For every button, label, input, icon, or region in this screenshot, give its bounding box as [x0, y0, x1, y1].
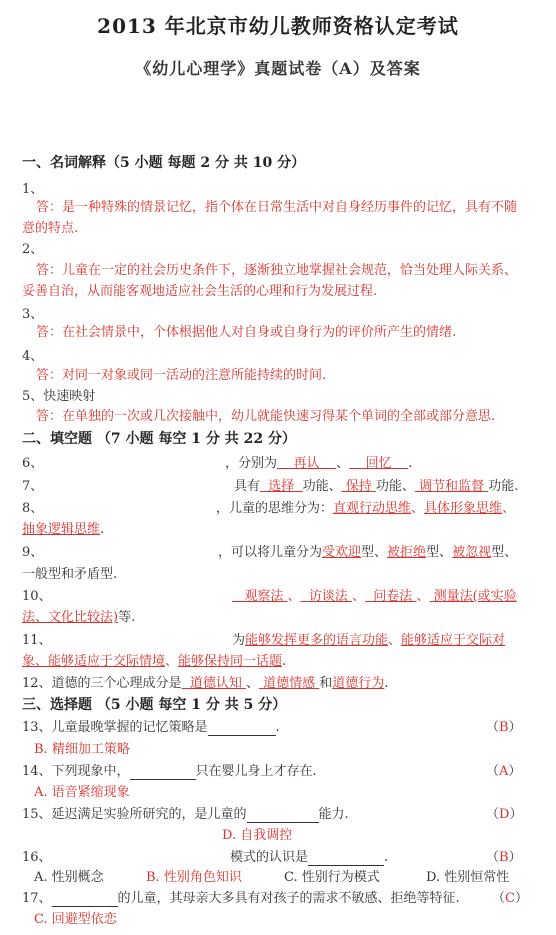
q10-line2: 法、文化比较法)等.	[22, 610, 136, 625]
q2-answer-line1: 答：儿童在一定的社会历史条件下，逐渐独立地掌握社会规范，恰当处理人际关系、	[36, 263, 518, 278]
q10-number: 10、	[22, 589, 52, 604]
q16-line: 模式的认识是 .	[230, 850, 389, 865]
q8-answer-1: 直观行动思维	[333, 501, 412, 516]
q15-answer: D. 自我调控	[222, 828, 293, 843]
q12-answer-1: 道德认知	[189, 676, 242, 691]
q1-answer-line1: 答：是一种特殊的情景记忆，指个体在日常生活中对自身经历事件的记忆，具有不随	[36, 200, 518, 215]
q16-key: （B）	[486, 850, 522, 865]
q1-answer-line2: 意的特点.	[22, 221, 79, 236]
q17-key: （C）	[492, 891, 528, 906]
q3-number: 3、	[22, 307, 44, 322]
q13-key: （B）	[486, 720, 522, 735]
q17-answer: C. 回避型依恋	[34, 912, 117, 927]
q10-answer-2: 访谈法	[308, 589, 348, 604]
q4-number: 4、	[22, 349, 44, 364]
q17-line: 17、 的儿童，其母亲大多具有对孩子的需求不敏感、拒绝等特征.	[22, 891, 460, 906]
q10-answer-1: 观察法	[244, 589, 284, 604]
q11-line: 为能够发挥更多的语言功能、能够适应于交际对	[232, 633, 506, 648]
q11-answer-1: 能够发挥更多的语言功能	[245, 633, 389, 648]
q11-line2: 象、能够适应于交际情境、能够保持同一话题.	[22, 654, 287, 669]
q8-line: ，儿童的思维分为：直观行动思维、具体形象思维、	[216, 501, 516, 516]
q12-answer-3: 道德行为	[332, 676, 385, 691]
q16-option-a: A. 性别概念	[34, 870, 104, 885]
q7-answer-1: 选择	[268, 479, 295, 494]
q13-answer: B. 精细加工策略	[34, 742, 130, 757]
q15-line: 15、延迟满足实验所研究的，是儿童的 能力.	[22, 807, 349, 822]
document-title: 2013 年北京市幼儿教师资格认定考试	[97, 14, 459, 38]
section-1-heading: 一、名词解释（5 小题 每题 2 分 共 10 分）	[22, 155, 306, 171]
q8-answer-2: 具体形象思维	[424, 501, 503, 516]
q9-answer-3: 被忽视	[452, 545, 492, 560]
q7-answer-3: 调节和监督	[419, 479, 485, 494]
q6-answer-1: 再认	[293, 456, 320, 471]
q6-line: ，分别为 再认 、 回忆 .	[225, 456, 413, 471]
q10-line: 观察法 、 访谈法 、 问卷法 、 测量法(或实验	[244, 589, 517, 604]
q6-number: 6、	[22, 456, 44, 471]
q11-answer-2: 能够适应于交际对	[401, 633, 506, 648]
section-2-heading: 二、填空题 （7 小题 每空 1 分 共 22 分）	[22, 431, 296, 447]
q5-answer: 答：在单独的一次或几次接触中，幼儿就能快速习得某个单词的全部或部分意思.	[36, 409, 496, 424]
q16-option-c: C. 性别行为模式	[284, 870, 380, 885]
q15-key: （D）	[486, 807, 523, 822]
section-3-heading: 三、选择题 （5 小题 每空 1 分 共 5 分）	[22, 697, 287, 713]
q10-answer-4: 测量法(或实验	[433, 589, 517, 604]
q13-line: 13、儿童最晚掌握的记忆策略是 .	[22, 720, 280, 735]
q12-line: 12、道德的三个心理成分是 道德认知 、 道德情感 和道德行为.	[22, 676, 389, 691]
q14-answer: A. 语音紧缩现象	[34, 785, 130, 800]
q10-answer-4b: 法、文化比较法)	[22, 610, 119, 625]
q14-key: （A）	[486, 764, 522, 779]
q2-number: 2、	[22, 242, 44, 257]
document-subtitle: 《幼儿心理学》真题试卷（A）及答案	[135, 59, 421, 78]
q3-answer: 答：在社会情景中，个体根据他人对自身或自身行为的评价所产生的情绪.	[36, 325, 457, 340]
q9-line: ，可以将儿童分为受欢迎型、被拒绝型、被忽视型、	[218, 545, 518, 560]
q7-number: 7、	[22, 479, 44, 494]
q9-answer-1: 受欢迎	[322, 545, 362, 560]
q11-answer-3: 能够保持同一话题	[178, 654, 283, 669]
q2-answer-line2: 妥善自治，从而能客观地适应社会生活的心理和行为发展过程.	[22, 284, 378, 299]
q6-answer-2: 回忆	[365, 456, 392, 471]
q14-line: 14、下列现象中， 只在婴儿身上才存在.	[22, 764, 317, 779]
q9-answer-2: 被拒绝	[387, 545, 427, 560]
q16-number: 16、	[22, 850, 52, 865]
q11-answer-2b: 象、能够适应于交际情境	[22, 654, 166, 669]
q11-number: 11、	[22, 633, 52, 648]
q12-answer-2: 道德情感	[263, 676, 316, 691]
q7-answer-2: 保持	[345, 479, 372, 494]
q8-line2: 抽象逻辑思维.	[22, 522, 105, 537]
q1-number: 1、	[22, 182, 44, 197]
q9-number: 9、	[22, 545, 44, 560]
q7-line: 具有 选择 功能、 保持 功能、 调节和监督 功能.	[234, 479, 519, 494]
q5-number: 5、快速映射	[22, 389, 96, 404]
q8-answer-3: 抽象逻辑思维	[22, 522, 101, 537]
q16-option-b: B. 性别角色知识	[146, 870, 242, 885]
q8-number: 8、	[22, 501, 44, 516]
q9-line2: 一般型和矛盾型.	[22, 567, 118, 582]
q4-answer: 答：对同一对象或同一活动的注意所能持续的时间.	[36, 368, 327, 383]
q16-option-d: D. 性别恒常性	[426, 870, 510, 885]
q10-answer-3: 问卷法	[373, 589, 413, 604]
